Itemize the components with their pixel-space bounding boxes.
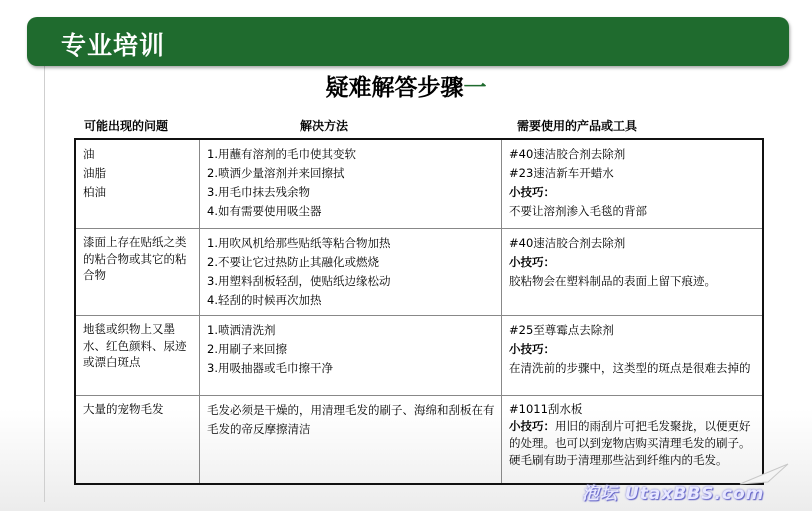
- problem-cell: [76, 396, 200, 483]
- problem-line: 大量的宠物毛发: [83, 402, 164, 416]
- problem-line: 地毯或织物上又墨水、红色颜料、尿迹或漂白斑点: [83, 322, 187, 369]
- watermark: 泡坛 UtaxBBS.com: [582, 484, 765, 504]
- solution-cell: [200, 229, 502, 315]
- column-header-products: 需要使用的产品或工具: [517, 119, 638, 133]
- column-header-problem: 可能出现的问题: [84, 119, 169, 133]
- table-row: [76, 228, 762, 315]
- products-cell: [502, 229, 762, 315]
- solution-step: 2.用刷子来回擦: [207, 342, 287, 356]
- subtitle-dash: 一: [463, 74, 487, 101]
- tip-text: 在清洗前的步骤中，这类型的斑点是很难去掉的: [509, 361, 751, 375]
- header-banner: [27, 17, 789, 66]
- column-header-solution: 解决方法: [300, 119, 349, 133]
- troubleshooting-table: [74, 138, 764, 485]
- tip-label: 小技巧：: [509, 255, 555, 269]
- product-item: #40速洁胶合剂去除剂: [509, 147, 626, 161]
- solution-step: 3.用毛巾抹去残余物: [207, 185, 310, 199]
- product-item: #23速洁新车开蜡水: [509, 166, 614, 180]
- tip-text: 胶粘物会在塑料制品的表面上留下痕迹。: [509, 274, 716, 288]
- solution-cell: [200, 396, 502, 483]
- problem-cell: [76, 140, 200, 228]
- table-row: [76, 140, 762, 228]
- problem-line: 柏油: [83, 185, 106, 199]
- solution-step: 4.轻刮的时候再次加热: [207, 293, 322, 307]
- solution-step: 2.喷洒少量溶剂并来回擦拭: [207, 166, 345, 180]
- table-row: [76, 395, 762, 483]
- solution-step: 1.喷洒清洗剂: [207, 323, 276, 337]
- solution-step: 1.用蘸有溶剂的毛巾使其变软: [207, 147, 356, 161]
- subtitle-text: 疑难解答步骤: [325, 74, 464, 101]
- left-guide-rule: [44, 62, 45, 502]
- products-cell: [502, 140, 762, 228]
- tip-text: 不要让溶剂渗入毛毯的背部: [509, 204, 647, 218]
- solution-step: 4.如有需要使用吸尘器: [207, 204, 322, 218]
- solution-cell: [200, 140, 502, 228]
- solution-step: 3.用吸抽器或毛巾擦干净: [207, 361, 333, 375]
- solution-step: 2.不要让它过热防止其融化或燃烧: [207, 255, 379, 269]
- solution-step: 1.用吹风机给那些贴纸等粘合物加热: [207, 236, 391, 250]
- products-cell: [502, 396, 762, 483]
- banner-title: 专业培训: [61, 31, 166, 60]
- page-subtitle: [0, 69, 812, 102]
- solution-step: 毛发必须是干燥的，用清理毛发的刷子、海绵和刮板在有毛发的帝反摩擦清洁: [207, 403, 495, 436]
- problem-cell: [76, 316, 200, 395]
- tip-label: 小技巧：: [509, 185, 555, 199]
- problem-line: 油脂: [83, 166, 106, 180]
- problem-line: 漆面上存在贴纸之类的粘合物或其它的粘合物: [83, 235, 187, 282]
- product-item: #1011刮水板: [509, 402, 583, 416]
- products-cell: [502, 316, 762, 395]
- product-item: #40速洁胶合剂去除剂: [509, 236, 626, 250]
- tip-paragraph: [509, 418, 756, 469]
- tip-text: 用旧的雨刮片可把毛发聚拢，以便更好的处理。也可以到宠物店购买清理毛发的刷子。硬毛刷有助于清理那些沾到纤维内的毛发。: [509, 419, 751, 467]
- tip-label: 小技巧：: [509, 342, 555, 356]
- product-item: #25至尊霉点去除剂: [509, 323, 614, 337]
- table-row: [76, 315, 762, 395]
- problem-cell: [76, 229, 200, 315]
- problem-line: 油: [83, 147, 95, 161]
- solution-step: 3.用塑料刮板轻刮，使贴纸边缘松动: [207, 274, 391, 288]
- solution-cell: [200, 316, 502, 395]
- tip-label: 小技巧：: [509, 419, 555, 433]
